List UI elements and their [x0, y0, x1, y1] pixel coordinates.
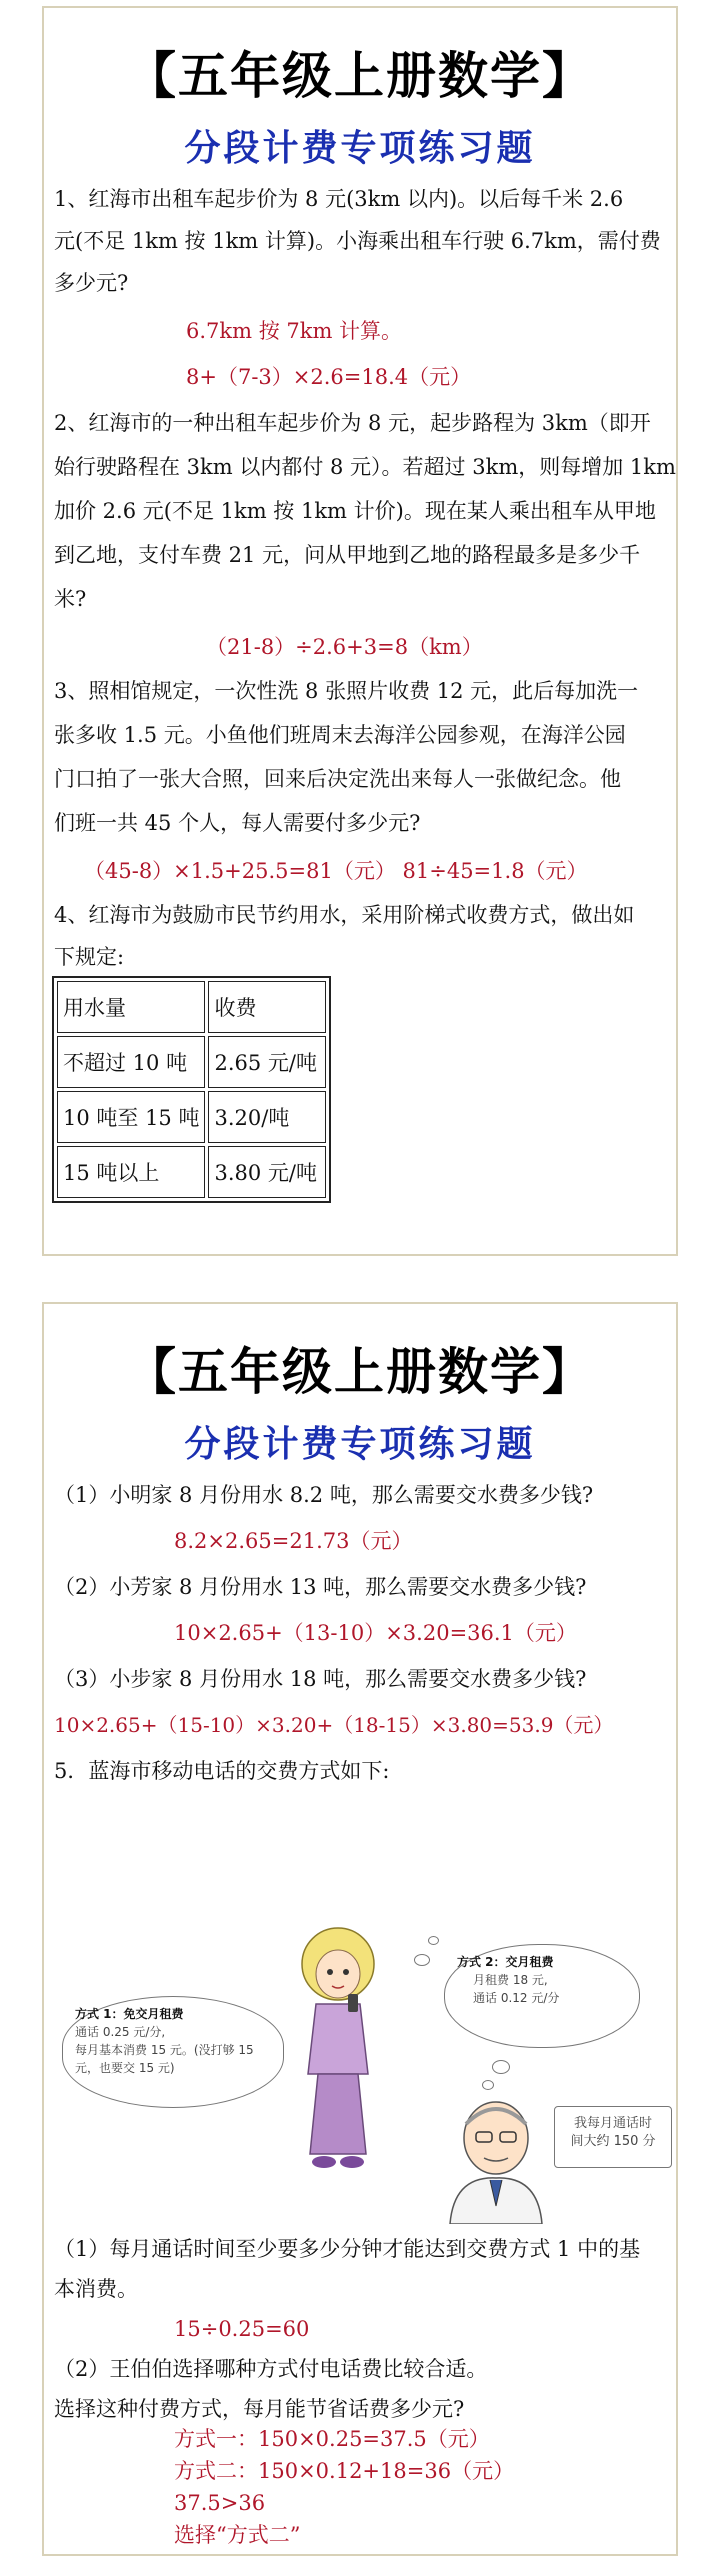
- worksheet-page-1: [42, 6, 678, 1256]
- q1-answer-1: 6.7km 按 7km 计算。: [186, 319, 403, 343]
- q2-line-5: 米?: [54, 587, 87, 611]
- q2-line-1: 2、红海市的一种出租车起步价为 8 元，起步路程为 3km（即开: [54, 411, 651, 435]
- q2-line-3: 加价 2.6 元(不足 1km 按 1km 计价)。现在某人乘出租车从甲地: [54, 499, 656, 523]
- q3-answer: （45-8）×1.5+25.5=81（元） 81÷45=1.8（元）: [84, 859, 588, 883]
- q5-p1-answer: 15÷0.25=60: [174, 2317, 310, 2341]
- girl-illustration: [288, 1924, 388, 2174]
- page-subtitle: 分段计费专项练习题: [184, 128, 536, 169]
- method-2-label: 方式 2：交月租费: [457, 1955, 554, 1969]
- method-1-line: 通话 0.25 元/分,: [75, 2025, 166, 2039]
- page-title: 【五年级上册数学】: [126, 1343, 594, 1401]
- sub1-question: （1）小明家 8 月份用水 8.2 吨，那么需要交水费多少钱?: [54, 1483, 594, 1507]
- q5-intro: 5．蓝海市移动电话的交费方式如下:: [54, 1759, 390, 1783]
- q5-p2-answer-1: 方式一：150×0.25=37.5（元）: [174, 2427, 490, 2451]
- q1-line-3: 多少元?: [54, 271, 129, 295]
- speech-line: 我每月通话时: [573, 2116, 652, 2131]
- thought-dot: [482, 2080, 494, 2090]
- table-cell: 不超过 10 吨: [57, 1036, 205, 1088]
- q5-p2-answer-2: 方式二：150×0.12+18=36（元）: [174, 2459, 515, 2483]
- q5-p2-answer-4: 选择“方式二”: [174, 2523, 301, 2547]
- table-row: [57, 981, 326, 1033]
- sub2-question: （2）小芳家 8 月份用水 13 吨，那么需要交水费多少钱?: [54, 1575, 587, 1599]
- method-2-bubble: [444, 1944, 640, 2048]
- method-1-bubble: [62, 1996, 284, 2108]
- table-cell: 2.65 元/吨: [208, 1036, 326, 1088]
- q2-line-4: 到乙地，支付车费 21 元，问从甲地到乙地的路程最多是多少千: [54, 543, 641, 567]
- table-row: [57, 1146, 326, 1198]
- q2-answer: （21-8）÷2.6+3=8（km）: [206, 635, 483, 659]
- table-header-cell: 收费: [208, 981, 326, 1033]
- table-cell: 15 吨以上: [57, 1146, 205, 1198]
- water-fee-table: [52, 976, 331, 1203]
- q3-line-1: 3、照相馆规定，一次性洗 8 张照片收费 12 元，此后每加洗一: [54, 679, 639, 703]
- q5-p2-line-1: （2）王伯伯选择哪种方式付电话费比较合适。: [54, 2357, 488, 2381]
- sub1-answer: 8.2×2.65=21.73（元）: [174, 1529, 413, 1553]
- worksheet-page-2: [42, 1302, 678, 2556]
- table-cell: 10 吨至 15 吨: [57, 1091, 205, 1143]
- speech-box: [554, 2106, 672, 2168]
- speech-line: 间大约 150 分: [570, 2134, 656, 2149]
- table-cell: 3.20/吨: [208, 1091, 326, 1143]
- sub3-question: （3）小步家 8 月份用水 18 吨，那么需要交水费多少钱?: [54, 1667, 587, 1691]
- sub2-answer: 10×2.65+（13-10）×3.20=36.1（元）: [174, 1621, 577, 1645]
- q3-line-2: 张多收 1.5 元。小鱼他们班周末去海洋公园参观，在海洋公园: [54, 723, 626, 747]
- q5-p1-line-1: （1）每月通话时间至少要多少分钟才能达到交费方式 1 中的基: [54, 2237, 641, 2261]
- page-title: 【五年级上册数学】: [126, 47, 594, 105]
- table-cell: 3.80 元/吨: [208, 1146, 326, 1198]
- sub3-answer: 10×2.65+（15-10）×3.20+（18-15）×3.80=53.9（元）: [54, 1713, 614, 1737]
- method-1-line: 每月基本消费 15 元。(没打够 15: [75, 2043, 254, 2057]
- q4-line-1: 4、红海市为鼓励市民节约用水，采用阶梯式收费方式，做出如: [54, 903, 635, 927]
- table-row: [57, 1091, 326, 1143]
- grandpa-illustration: [440, 2094, 556, 2224]
- q1-answer-2: 8+（7-3）×2.6=18.4（元）: [186, 365, 472, 389]
- q5-p2-answer-3: 37.5>36: [174, 2491, 266, 2515]
- q1-line-1: 1、红海市出租车起步价为 8 元(3km 以内)。以后每千米 2.6: [54, 187, 624, 211]
- table-row: [57, 1036, 326, 1088]
- method-1-label: 方式 1：免交月租费: [75, 2007, 184, 2021]
- q3-line-4: 们班一共 45 个人，每人需要付多少元?: [54, 811, 421, 835]
- q5-p2-line-2: 选择这种付费方式，每月能节省话费多少元?: [54, 2397, 465, 2421]
- q2-line-2: 始行驶路程在 3km 以内都付 8 元）。若超过 3km，则每增加 1km: [54, 455, 676, 479]
- page-subtitle: 分段计费专项练习题: [184, 1424, 536, 1465]
- q1-line-2: 元(不足 1km 按 1km 计算)。小海乘出租车行驶 6.7km，需付费: [54, 229, 661, 253]
- q5-p1-line-2: 本消费。: [54, 2277, 138, 2301]
- thought-dot: [492, 2060, 510, 2074]
- q3-line-3: 门口拍了一张大合照，回来后决定洗出来每人一张做纪念。他: [54, 767, 621, 791]
- method-1-line: 元，也要交 15 元): [75, 2061, 175, 2075]
- q4-line-2: 下规定:: [54, 945, 125, 969]
- method-2-line: 通话 0.12 元/分: [473, 1991, 560, 2005]
- method-2-line: 月租费 18 元,: [473, 1973, 548, 1987]
- thought-dot: [414, 1954, 430, 1966]
- thought-dot: [428, 1936, 439, 1945]
- table-header-cell: 用水量: [57, 981, 205, 1033]
